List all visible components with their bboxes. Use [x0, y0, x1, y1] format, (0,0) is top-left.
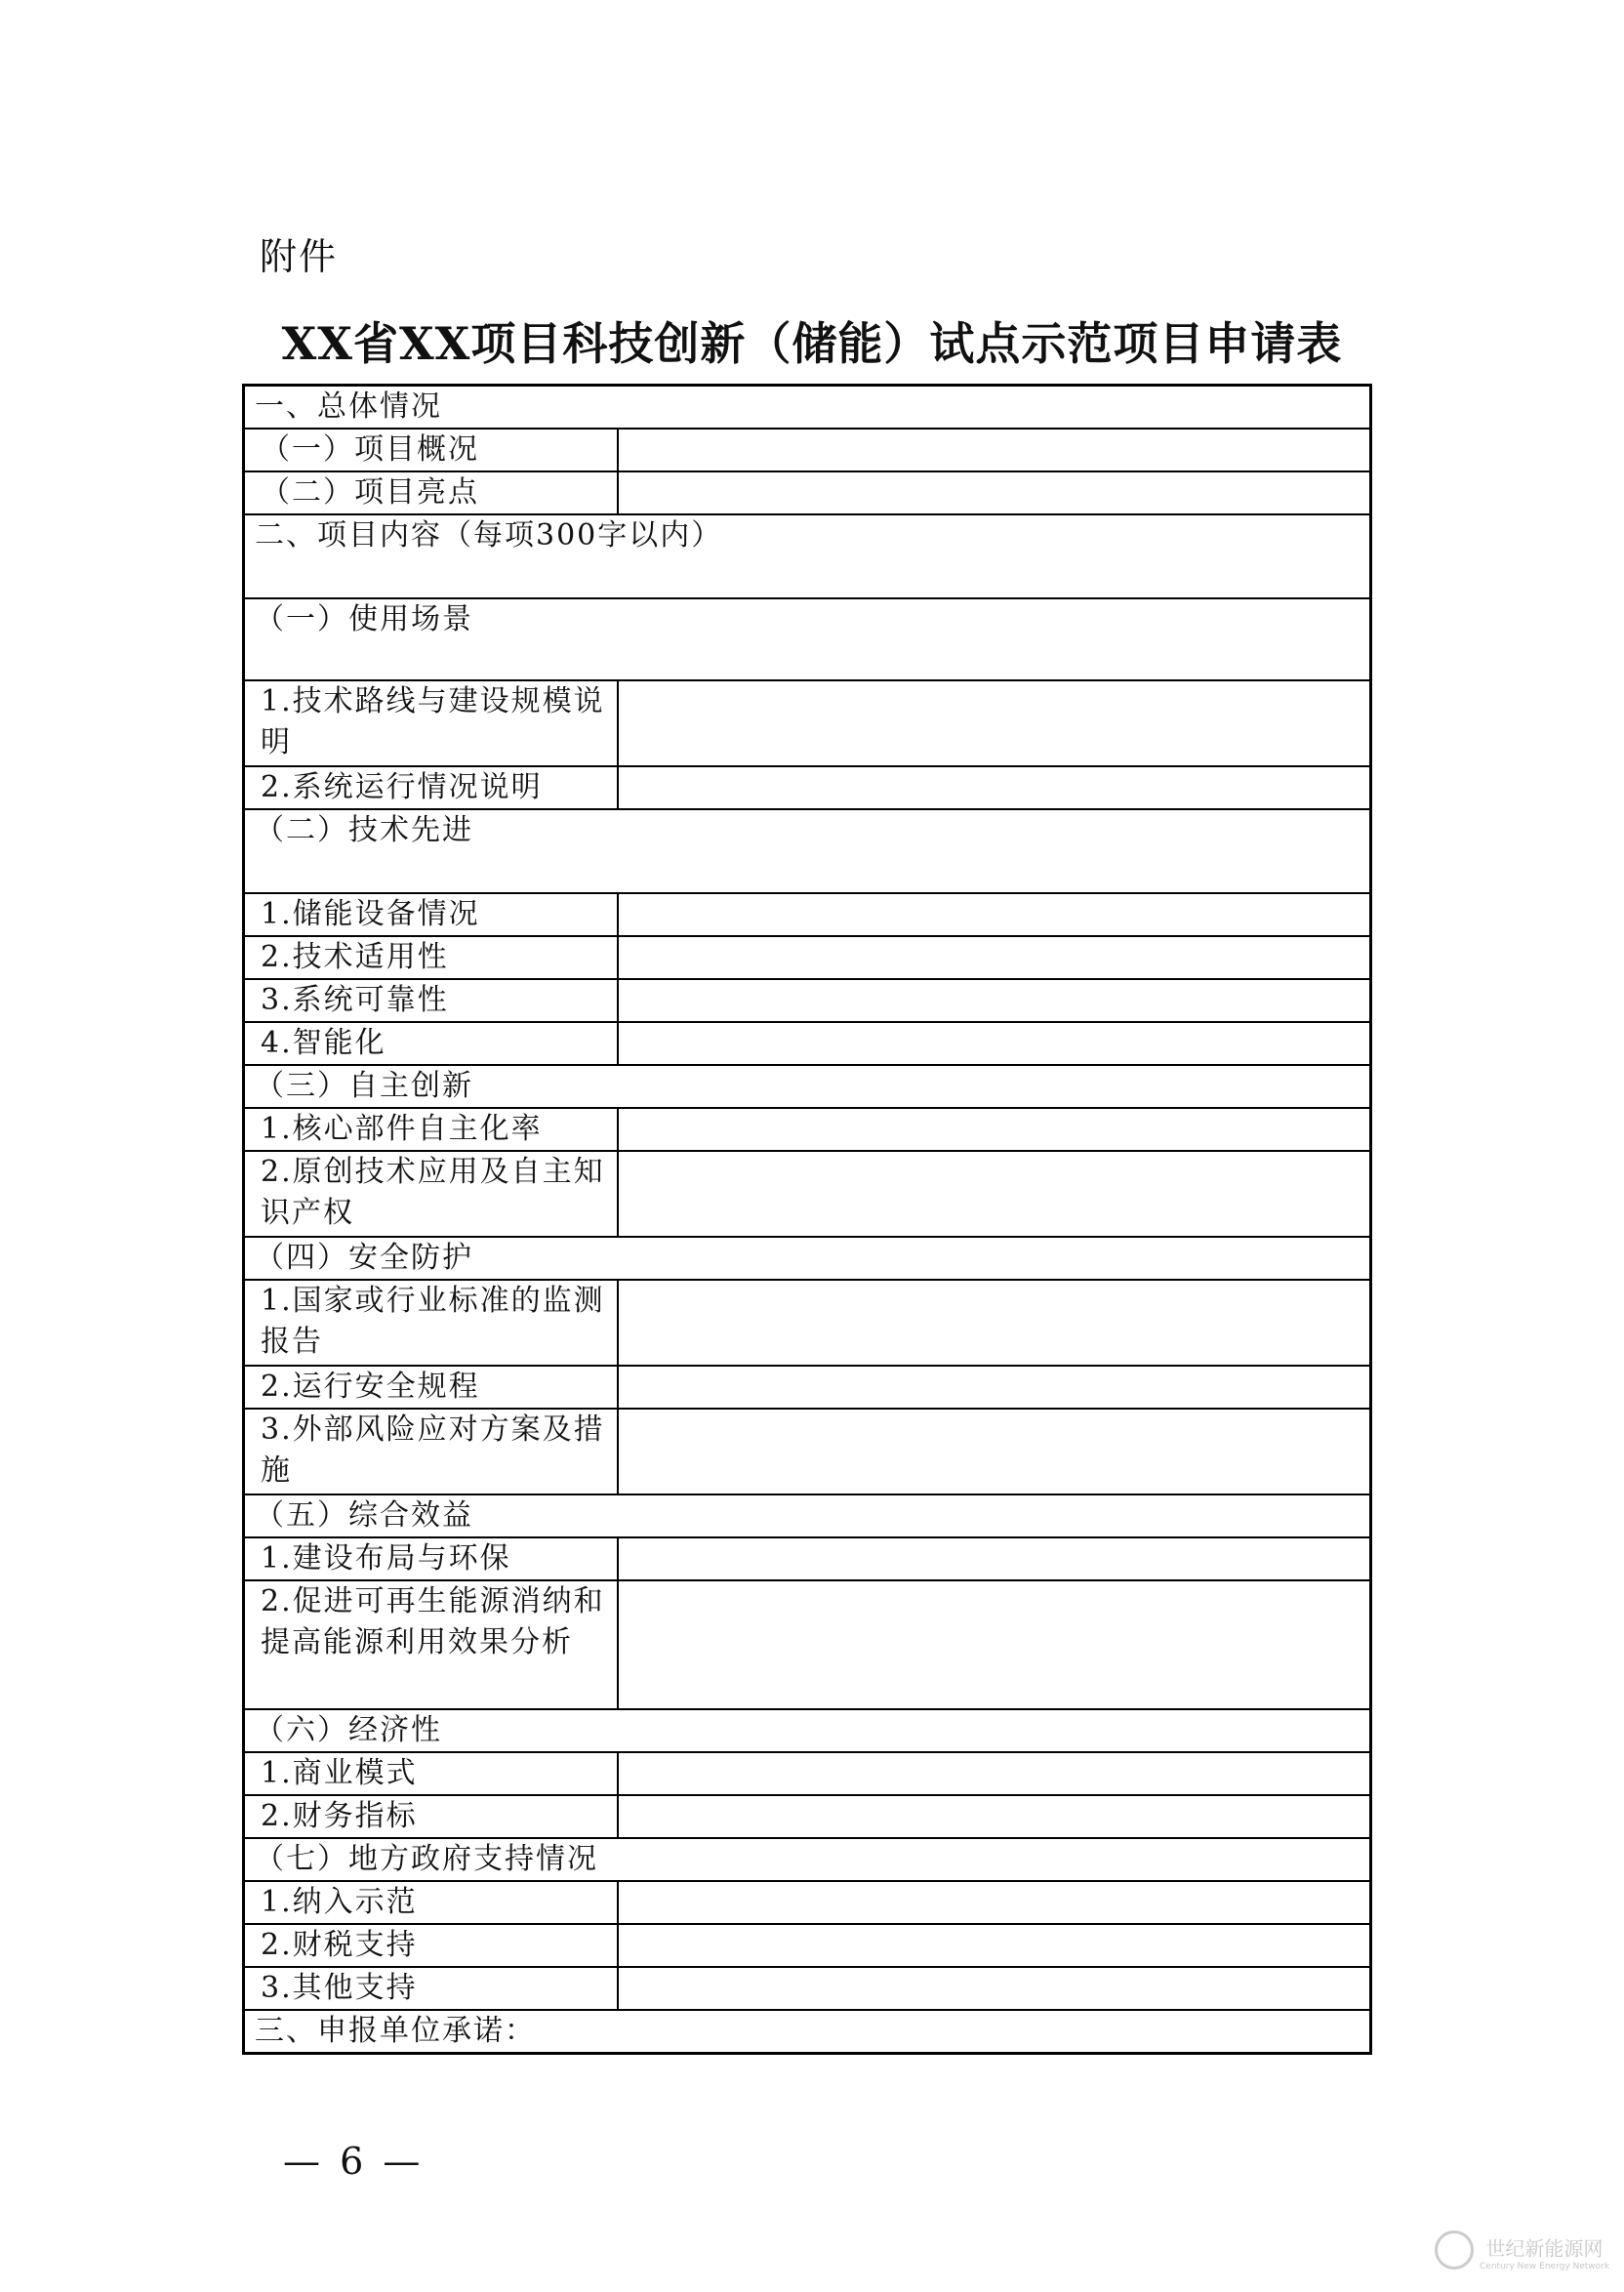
item-value-field[interactable]	[618, 893, 1371, 936]
item-value-field[interactable]	[618, 1366, 1371, 1409]
item-value-field[interactable]	[618, 936, 1371, 979]
item-label: 1.技术路线与建设规模说明	[244, 680, 618, 766]
watermark-logo-icon	[1435, 2231, 1474, 2270]
item-row	[244, 1752, 1371, 1795]
item-row	[244, 1280, 1371, 1366]
item-label: 3.系统可靠性	[244, 979, 618, 1022]
section-label: 一、总体情况	[244, 386, 1371, 430]
item-label: 4.智能化	[244, 1022, 618, 1065]
item-label: 2.促进可再生能源消纳和提高能源利用效果分析	[244, 1580, 618, 1709]
item-value-field[interactable]	[618, 1409, 1371, 1494]
item-row	[244, 471, 1371, 514]
item-row	[244, 429, 1371, 471]
item-value-field[interactable]	[618, 1924, 1371, 1967]
item-label: （二）项目亮点	[244, 471, 618, 514]
section-row	[244, 2010, 1371, 2054]
item-value-field[interactable]	[618, 1151, 1371, 1237]
section-label: （四）安全防护	[244, 1237, 1371, 1280]
section-label: （一）使用场景	[244, 598, 1371, 680]
item-value-field[interactable]	[618, 979, 1371, 1022]
section-row	[244, 1065, 1371, 1108]
section-row	[244, 514, 1371, 598]
item-row	[244, 1409, 1371, 1494]
item-label: 2.原创技术应用及自主知识产权	[244, 1151, 618, 1237]
section-row	[244, 1494, 1371, 1537]
attachment-label: 附件	[260, 235, 339, 278]
section-label: （五）综合效益	[244, 1494, 1371, 1537]
item-value-field[interactable]	[618, 1752, 1371, 1795]
item-value-field[interactable]	[618, 1022, 1371, 1065]
form-title: XX省XX项目科技创新（储能）试点示范项目申请表	[281, 317, 1343, 370]
item-label: 1.建设布局与环保	[244, 1537, 618, 1580]
section-row	[244, 1838, 1371, 1881]
section-label: （六）经济性	[244, 1709, 1371, 1752]
item-value-field[interactable]	[618, 429, 1371, 471]
item-row	[244, 1924, 1371, 1967]
item-value-field[interactable]	[618, 1108, 1371, 1151]
item-label: 2.系统运行情况说明	[244, 766, 618, 809]
item-label: 3.外部风险应对方案及措施	[244, 1409, 618, 1494]
item-label: 3.其他支持	[244, 1967, 618, 2010]
item-row	[244, 936, 1371, 979]
item-label: 1.商业模式	[244, 1752, 618, 1795]
section-row	[244, 386, 1371, 430]
item-value-field[interactable]	[618, 1537, 1371, 1580]
item-value-field[interactable]	[618, 471, 1371, 514]
section-label: 三、申报单位承诺：	[244, 2010, 1371, 2054]
item-row	[244, 1022, 1371, 1065]
section-row	[244, 1237, 1371, 1280]
page-number: — 6 —	[283, 2140, 425, 2183]
item-row	[244, 766, 1371, 809]
item-label: 1.纳入示范	[244, 1881, 618, 1924]
item-label: （一）项目概况	[244, 429, 618, 471]
item-row	[244, 1537, 1371, 1580]
form-body	[244, 386, 1371, 2054]
section-row	[244, 809, 1371, 893]
item-label: 2.财税支持	[244, 1924, 618, 1967]
item-label: 1.国家或行业标准的监测报告	[244, 1280, 618, 1366]
section-row	[244, 1709, 1371, 1752]
item-row	[244, 979, 1371, 1022]
section-label: （七）地方政府支持情况	[244, 1838, 1371, 1881]
item-row	[244, 1967, 1371, 2010]
item-row	[244, 1881, 1371, 1924]
section-row	[244, 598, 1371, 680]
item-row	[244, 1151, 1371, 1237]
section-label: （二）技术先进	[244, 809, 1371, 893]
watermark-subtext: Century New Energy Network	[1480, 2262, 1610, 2272]
item-row	[244, 893, 1371, 936]
watermark	[1435, 2231, 1610, 2279]
item-value-field[interactable]	[618, 1580, 1371, 1709]
item-label: 1.核心部件自主化率	[244, 1108, 618, 1151]
item-row	[244, 1795, 1371, 1838]
item-label: 2.财务指标	[244, 1795, 618, 1838]
item-value-field[interactable]	[618, 1881, 1371, 1924]
item-label: 1.储能设备情况	[244, 893, 618, 936]
application-form-table	[242, 384, 1372, 2055]
item-label: 2.运行安全规程	[244, 1366, 618, 1409]
section-label: 二、项目内容（每项300字以内）	[244, 514, 1371, 598]
item-row	[244, 1580, 1371, 1709]
item-value-field[interactable]	[618, 1795, 1371, 1838]
section-label: （三）自主创新	[244, 1065, 1371, 1108]
item-value-field[interactable]	[618, 1967, 1371, 2010]
watermark-text: 世纪新能源网	[1485, 2236, 1604, 2261]
item-value-field[interactable]	[618, 1280, 1371, 1366]
item-value-field[interactable]	[618, 766, 1371, 809]
item-label: 2.技术适用性	[244, 936, 618, 979]
item-row	[244, 680, 1371, 766]
item-value-field[interactable]	[618, 680, 1371, 766]
item-row	[244, 1366, 1371, 1409]
item-row	[244, 1108, 1371, 1151]
